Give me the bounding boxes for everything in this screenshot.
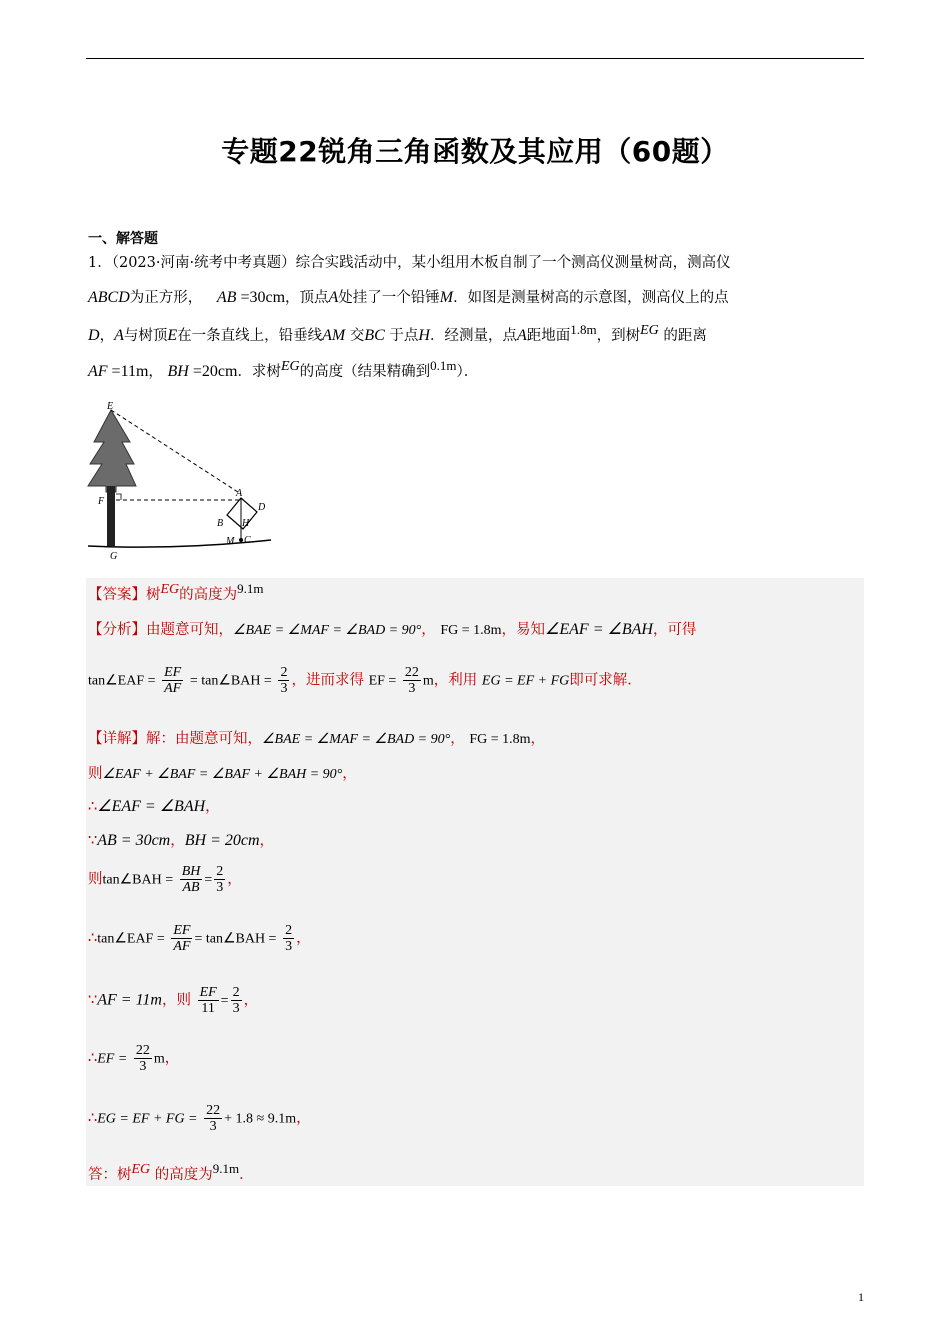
fraction-22-3: $\frac{22}{3}$ <box>135 1043 150 1074</box>
question-line-1: 1．（2023·河南·统考中考真题）综合实践活动中，某小组用木板自制了一个测高仪测量树高，测高仪 <box>88 255 731 271</box>
fraction-2-3: $\frac{2}{3}$ <box>285 923 293 954</box>
detail-line-3: ∴∠EAF = ∠BAH， <box>88 798 220 815</box>
tree-trunk <box>107 486 115 546</box>
fraction-EF-11: $\frac{EF}{11}$ <box>199 985 217 1016</box>
label-M: M <box>226 536 235 547</box>
plumb-weight <box>239 538 243 542</box>
detail-line-8: ∴EF = $\frac{22}{3}$ m， <box>88 1043 180 1074</box>
page-number: 1 <box>858 1290 864 1304</box>
tree-measurement-diagram <box>86 398 276 564</box>
conclusion-line: 答：树EG 的高度为9.1m． <box>88 1161 254 1183</box>
detail-line-7: ∵AF = 11m，则 $\frac{EF}{11}$ = $\frac{2}{3}$ ， <box>88 985 259 1016</box>
label-H: H <box>242 518 250 529</box>
detail-line-5: 则tan∠BAH = $\frac{BH}{AB}$ = $\frac{2}{3}$ ， <box>88 864 242 895</box>
detail-line-2: 则∠EAF + ∠BAF = ∠BAF + ∠BAH = 90°， <box>88 766 357 782</box>
detail-line-6: ∴tan∠EAF = $\frac{EF}{AF}$ = tan∠BAH = $\frac{2}{3}$ ， <box>88 923 311 954</box>
fraction-2-3: $\frac{2}{3}$ <box>216 864 224 895</box>
question-line-3: D，A与树顶E在一条直线上，铅垂线AM 交BC 于点H．经测量，点A距地面1.8m，到树EG 的距离 <box>88 322 707 344</box>
page-title: 专题22锐角三角函数及其应用（60题） <box>221 135 729 168</box>
question-line-4: AF =11m， BH =20cm．求树EG的高度（结果精确到0.1m）． <box>88 358 479 380</box>
fraction-EF-AF: $\frac{EF}{AF}$ <box>173 923 191 954</box>
fraction-22-3: $\frac{22}{3}$ <box>404 665 419 696</box>
fraction-EF-AF: $\frac{EF}{AF}$ <box>164 665 182 696</box>
fraction-2-3: $\frac{2}{3}$ <box>280 665 288 696</box>
section-heading: 一、解答题 <box>88 231 158 247</box>
detail-line-9: ∴EG = EF + FG = $\frac{22}{3}$ + 1.8 ≈ 9.1m， <box>88 1103 311 1134</box>
header-rule <box>86 58 864 59</box>
label-B: B <box>217 518 224 529</box>
question-line-2: ABCD为正方形， AB =30cm，顶点A处挂了一个铅锤M．如图是测量树高的示意图，测高仪上的点 <box>88 289 729 306</box>
right-angle-mark <box>116 494 121 500</box>
label-D: D <box>258 502 266 513</box>
analysis-line-1: 【分析】由题意可知，∠BAE = ∠MAF = ∠BAD = 90°， FG = 1.8m，易知∠EAF = ∠BAH，可得 <box>88 621 697 638</box>
fraction-2-3: $\frac{2}{3}$ <box>232 985 240 1016</box>
detail-line-1: 【详解】解：由题意可知，∠BAE = ∠MAF = ∠BAD = 90°， FG = 1.8m， <box>88 731 546 747</box>
question-number: 1． <box>88 255 112 271</box>
answer-line: 【答案】树EG的高度为9.1m <box>88 581 264 603</box>
label-E: E <box>107 401 114 412</box>
fraction-22-3: $\frac{22}{3}$ <box>206 1103 221 1134</box>
detail-line-4: ∵AB = 30cm，BH = 20cm， <box>88 832 275 849</box>
label-C: C <box>244 535 251 546</box>
tree-crown <box>88 410 136 492</box>
label-A: A <box>236 488 243 499</box>
label-G: G <box>110 551 118 562</box>
label-F: F <box>98 496 105 507</box>
question-source: （2023·河南·统考中考真题） <box>111 255 296 271</box>
fraction-BH-AB: $\frac{BH}{AB}$ <box>181 864 201 895</box>
analysis-line-2: tan∠EAF = $\frac{EF}{AF}$ = tan∠BAH = $\frac{2}{3}$ ，进而求得 EF = $\frac{22}{3}$ m，利用 EG = EF + FG即可求解． <box>88 665 642 696</box>
